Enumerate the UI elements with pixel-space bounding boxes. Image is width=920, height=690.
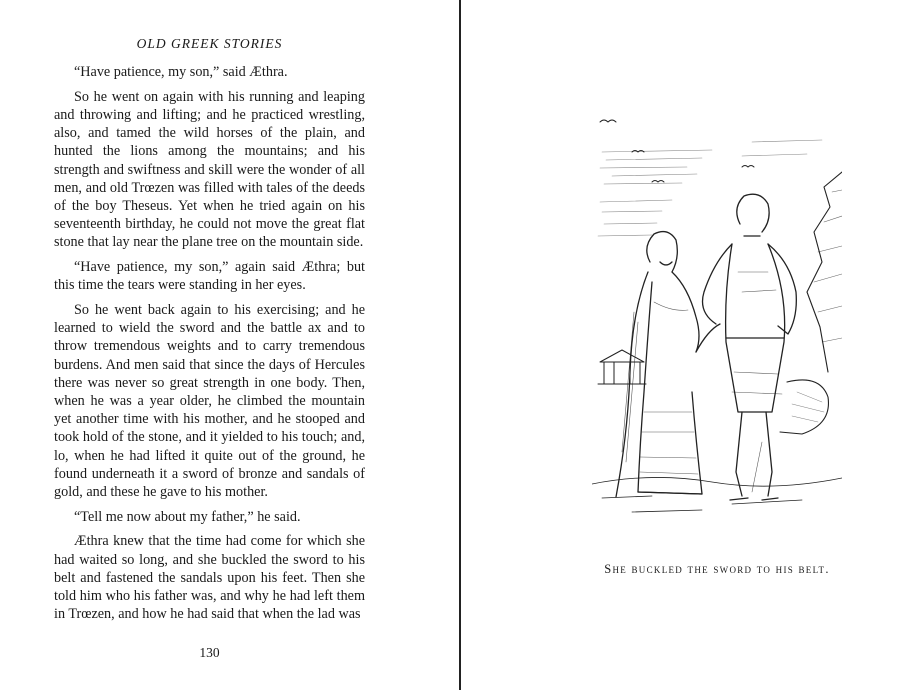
paragraph: Æthra knew that the time had come for which she had waited so long, and she buckled the sword to his belt and fastened the sandals upon his feet. Then she told him who his father was, and why he had left them in Trœzen, and how he had said that when the lad was xyxy=(54,533,365,623)
paragraph: So he went back again to his exercising; and he learned to wield the sword and the battle ax and to throw tremendous weights and to carry tremendous burdens. And men said that since the days of Hercules there was never so great strength in one body. Then, when he was a year older, he climbed the mountain yet another time with his mother, and he stooped and took hold of the stone, and it yielded to his touch; and, lo, when he had lifted it quite out of the ground, he found underneath it a sword of bronze and sandals of gold, and these he gave to his mother. xyxy=(54,301,365,500)
page-gutter-divider xyxy=(459,0,461,690)
illustration-image xyxy=(592,112,842,524)
running-head: OLD GREEK STORIES xyxy=(136,36,283,51)
paragraph: “Tell me now about my father,” he said. xyxy=(74,508,301,525)
paragraph: So he went on again with his running and leaping and throwing and lifting; and he practiced wrestling, also, and tamed the wild horses of the plain, and hunted the lions among the mountains; and his strength and swiftness and skill were the wonder of all men, and old Trœzen was filled with tales of the deeds of the boy Theseus. Yet when he tried again on his seventeenth birthday, he could not move the great flat stone that lay near the plane tree on the mountain side. xyxy=(54,88,365,251)
right-page xyxy=(462,0,920,690)
paragraph: “Have patience, my son,” again said Æthra; but this time the tears were standing in her eyes. xyxy=(54,259,365,294)
paragraph: “Have patience, my son,” said Æthra. xyxy=(74,64,288,80)
illustration-caption: She buckled the sword to his belt. xyxy=(604,562,830,576)
page-number: 130 xyxy=(199,645,220,660)
body-text xyxy=(54,63,365,630)
